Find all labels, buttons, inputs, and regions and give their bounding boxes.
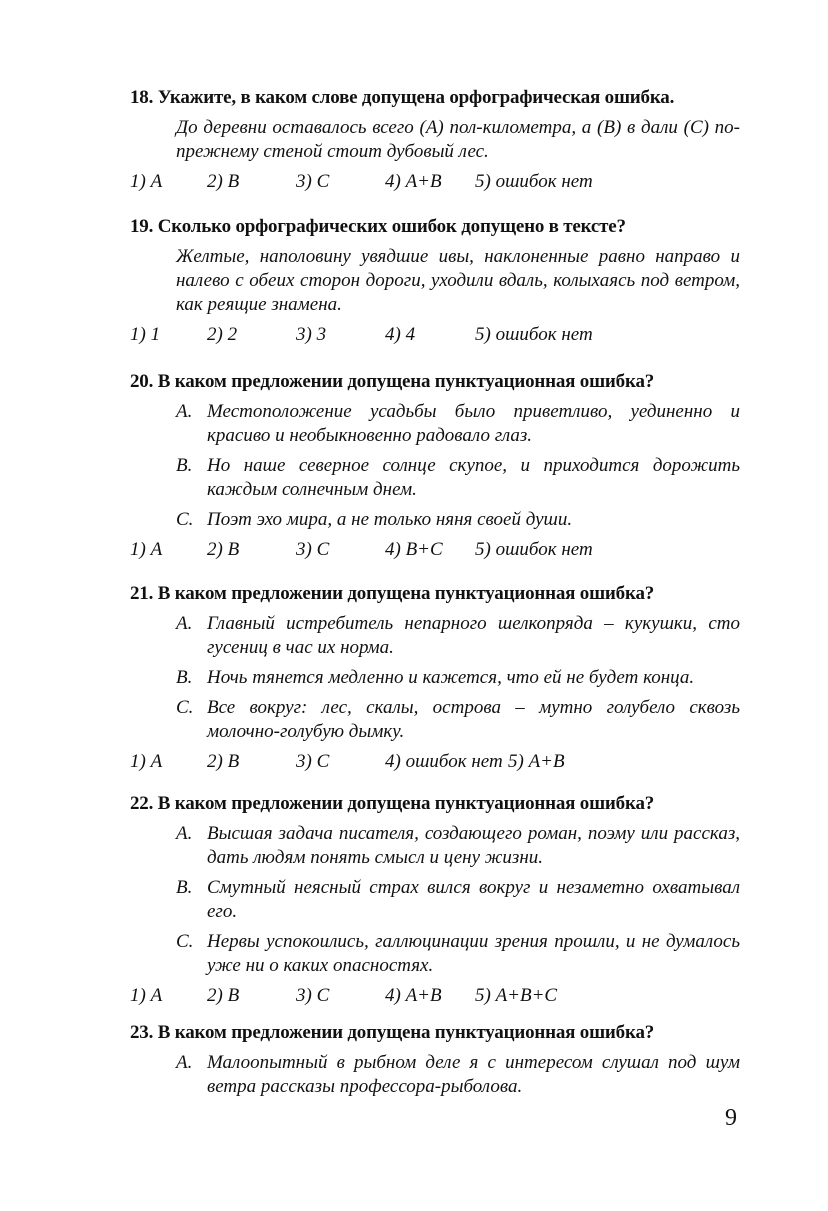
answer-3[interactable]: 3) С <box>296 171 330 192</box>
answer-3[interactable]: 3) С <box>296 751 330 772</box>
option-b <box>176 876 740 924</box>
answer-4[interactable]: 4) ошибок нет <box>385 751 503 772</box>
option-letter: А. <box>176 1052 193 1073</box>
question-title-text: В каком предложении допущена пунктуационная ошибка? <box>157 793 655 814</box>
option-letter: А. <box>176 613 193 634</box>
option-letter: С. <box>176 931 194 952</box>
question-number: 18. <box>130 87 154 108</box>
question-20 <box>130 370 740 562</box>
answer-5[interactable]: 5) ошибок нет <box>475 539 593 560</box>
option-c <box>176 696 740 744</box>
answer-2[interactable]: 2) В <box>207 539 240 560</box>
option-a <box>176 1051 740 1099</box>
question-title-text: В каком предложении допущена пунктуационная ошибка? <box>157 1022 655 1043</box>
option-letter: С. <box>176 697 194 718</box>
answer-choices <box>130 750 740 774</box>
option-c <box>176 508 740 532</box>
question-number: 22. <box>130 793 154 814</box>
question-title <box>130 370 740 394</box>
answer-2[interactable]: 2) В <box>207 985 240 1006</box>
question-title-text: Укажите, в каком слове допущена орфографическая ошибка. <box>157 87 675 108</box>
page-number: 9 <box>725 1105 737 1131</box>
question-text: Желтые, наполовину увядшие ивы, наклоненные равно направо и налево с обеих сторон дороги, уходили вдаль, колыхаясь под ветром, как реящие знамена. <box>176 246 740 315</box>
option-a <box>176 822 740 870</box>
option-letter: В. <box>176 877 193 898</box>
option-a <box>176 400 740 448</box>
answer-1[interactable]: 1) А <box>130 985 163 1006</box>
answer-4[interactable]: 4) А+В <box>385 985 442 1006</box>
option-b <box>176 454 740 502</box>
answer-1[interactable]: 1) 1 <box>130 324 161 345</box>
option-letter: С. <box>176 509 194 530</box>
option-a <box>176 612 740 660</box>
answer-5[interactable]: 5) А+В+С <box>475 985 558 1006</box>
option-letter: А. <box>176 823 193 844</box>
answer-4[interactable]: 4) В+С <box>385 539 443 560</box>
answer-choices <box>130 984 740 1008</box>
question-title <box>130 215 740 239</box>
question-18 <box>130 86 740 194</box>
option-b <box>176 666 740 690</box>
question-title <box>130 582 740 606</box>
question-number: 23. <box>130 1022 154 1043</box>
question-text: До деревни оставалось всего (А) пол-километра, а (В) в дали (С) по-прежнему стеной стоит дубовый лес. <box>176 117 740 162</box>
answer-4[interactable]: 4) А+В <box>385 171 442 192</box>
answer-choices <box>130 538 740 562</box>
answer-choices <box>130 323 740 347</box>
question-title-text: В каком предложении допущена пунктуационная ошибка? <box>157 371 655 392</box>
answer-5[interactable]: 5) ошибок нет <box>475 171 593 192</box>
option-text: Поэт эхо мира, а не только няня своей души. <box>207 509 573 530</box>
answer-1[interactable]: 1) А <box>130 751 163 772</box>
answer-2[interactable]: 2) 2 <box>207 324 238 345</box>
answer-5[interactable]: 5) ошибок нет <box>475 324 593 345</box>
option-text: Главный истребитель непарного шелкопряда – кукушки, сто гусениц в час их норма. <box>207 613 740 658</box>
question-title <box>130 1021 740 1045</box>
option-text: Но наше северное солнце скупое, и приходится дорожить каждым солнечным днем. <box>207 455 740 500</box>
answer-choices <box>130 170 740 194</box>
question-title <box>130 792 740 816</box>
option-text: Местоположение усадьбы было приветливо, уединенно и красиво и необыкновенно радовало глаз. <box>207 401 740 446</box>
option-letter: В. <box>176 667 193 688</box>
option-text: Нервы успокоились, галлюцинации зрения прошли, и не думалось уже ни о каких опасностях. <box>207 931 740 976</box>
question-19 <box>130 215 740 347</box>
option-text: Все вокруг: лес, скалы, острова – мутно голубело сквозь молочно-голубую дымку. <box>207 697 740 742</box>
question-title <box>130 86 740 110</box>
question-22 <box>130 792 740 1008</box>
question-number: 20. <box>130 371 154 392</box>
question-23 <box>130 1021 740 1105</box>
question-title-text: В каком предложении допущена пунктуационная ошибка? <box>157 583 655 604</box>
answer-3[interactable]: 3) С <box>296 539 330 560</box>
question-21 <box>130 582 740 774</box>
answer-3[interactable]: 3) С <box>296 985 330 1006</box>
option-c <box>176 930 740 978</box>
option-letter: А. <box>176 401 193 422</box>
option-text: Ночь тянется медленно и кажется, что ей не будет конца. <box>207 667 695 688</box>
answer-2[interactable]: 2) В <box>207 751 240 772</box>
answer-1[interactable]: 1) А <box>130 539 163 560</box>
option-letter: В. <box>176 455 193 476</box>
answer-5[interactable]: 5) А+В <box>508 751 565 772</box>
option-text: Смутный неясный страх вился вокруг и незаметно охватывал его. <box>207 877 740 922</box>
answer-1[interactable]: 1) А <box>130 171 163 192</box>
option-text: Высшая задача писателя, создающего роман, поэму или рассказ, дать людям понять смысл и цену жизни. <box>207 823 740 868</box>
question-title-text: Сколько орфографических ошибок допущено в тексте? <box>157 216 626 237</box>
question-number: 21. <box>130 583 154 604</box>
answer-3[interactable]: 3) 3 <box>296 324 327 345</box>
answer-4[interactable]: 4) 4 <box>385 324 416 345</box>
option-text: Малоопытный в рыбном деле я с интересом слушал под шум ветра рассказы профессора-рыболова. <box>207 1052 740 1097</box>
answer-2[interactable]: 2) В <box>207 171 240 192</box>
question-number: 19. <box>130 216 154 237</box>
